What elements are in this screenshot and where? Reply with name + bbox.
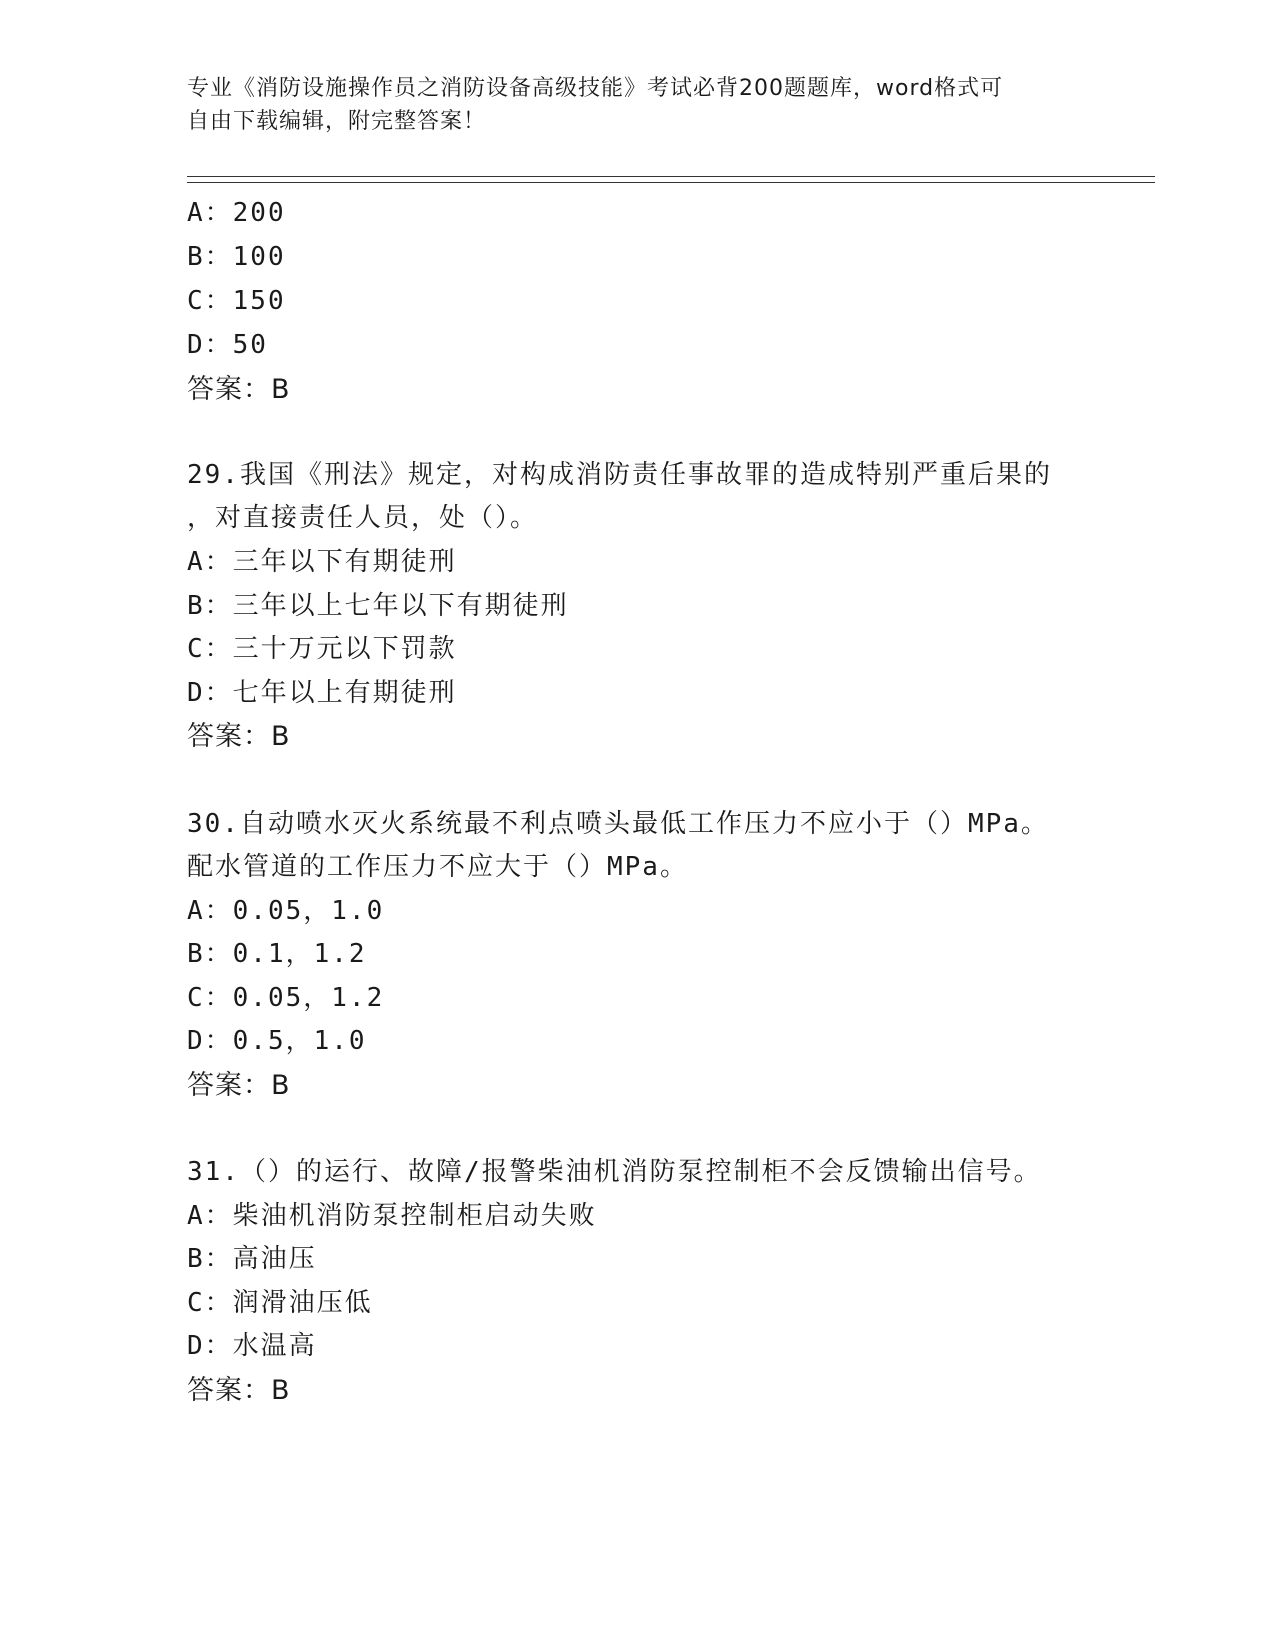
q28-option-a: A：200 <box>187 198 286 228</box>
q31-option-a: A：柴油机消防泵控制柜启动失败 <box>187 1201 597 1231</box>
q28-answer: 答案：B <box>187 374 291 405</box>
q29-option-b: B：三年以上七年以下有期徒刑 <box>187 591 569 621</box>
q29-stem-line-2: ，对直接责任人员，处（）。 <box>187 503 539 533</box>
header-rule-top <box>187 176 1155 177</box>
document-header <box>187 72 1087 138</box>
q29-option-d: D：七年以上有期徒刑 <box>187 678 457 708</box>
q28-option-d: D：50 <box>187 330 268 360</box>
q31-stem-line-1: 31.（）的运行、故障/报警柴油机消防泵控制柜不会反馈输出信号。 <box>187 1157 1042 1187</box>
q30-option-c: C：0.05，1.2 <box>187 983 385 1013</box>
q31-option-d: D：水温高 <box>187 1331 317 1361</box>
q31-answer: 答案：B <box>187 1375 291 1406</box>
q29-option-c: C：三十万元以下罚款 <box>187 634 457 664</box>
q30-stem-line-2: 配水管道的工作压力不应大于（）MPa。 <box>187 852 688 882</box>
q30-option-a: A：0.05，1.0 <box>187 896 385 926</box>
q30-stem-line-1: 30.自动喷水灭火系统最不利点喷头最低工作压力不应小于（）MPa。 <box>187 809 1049 839</box>
q31-option-c: C：润滑油压低 <box>187 1288 373 1318</box>
q28-option-b: B：100 <box>187 242 286 272</box>
q29-option-a: A：三年以下有期徒刑 <box>187 547 457 577</box>
q28-option-c: C：150 <box>187 286 286 316</box>
q30-answer: 答案：B <box>187 1070 291 1101</box>
header-line-2: 自由下载编辑，附完整答案！ <box>187 109 487 134</box>
q30-option-b: B：0.1，1.2 <box>187 939 367 969</box>
header-rule-bottom <box>187 182 1155 183</box>
q30-option-d: D：0.5，1.0 <box>187 1026 367 1056</box>
q31-option-b: B：高油压 <box>187 1244 317 1274</box>
q29-answer: 答案：B <box>187 721 291 752</box>
header-line-1: 专业《消防设施操作员之消防设备高级技能》考试必背200题题库，word格式可 <box>187 76 1004 101</box>
q29-stem-line-1: 29.我国《刑法》规定，对构成消防责任事故罪的造成特别严重后果的 <box>187 460 1052 490</box>
